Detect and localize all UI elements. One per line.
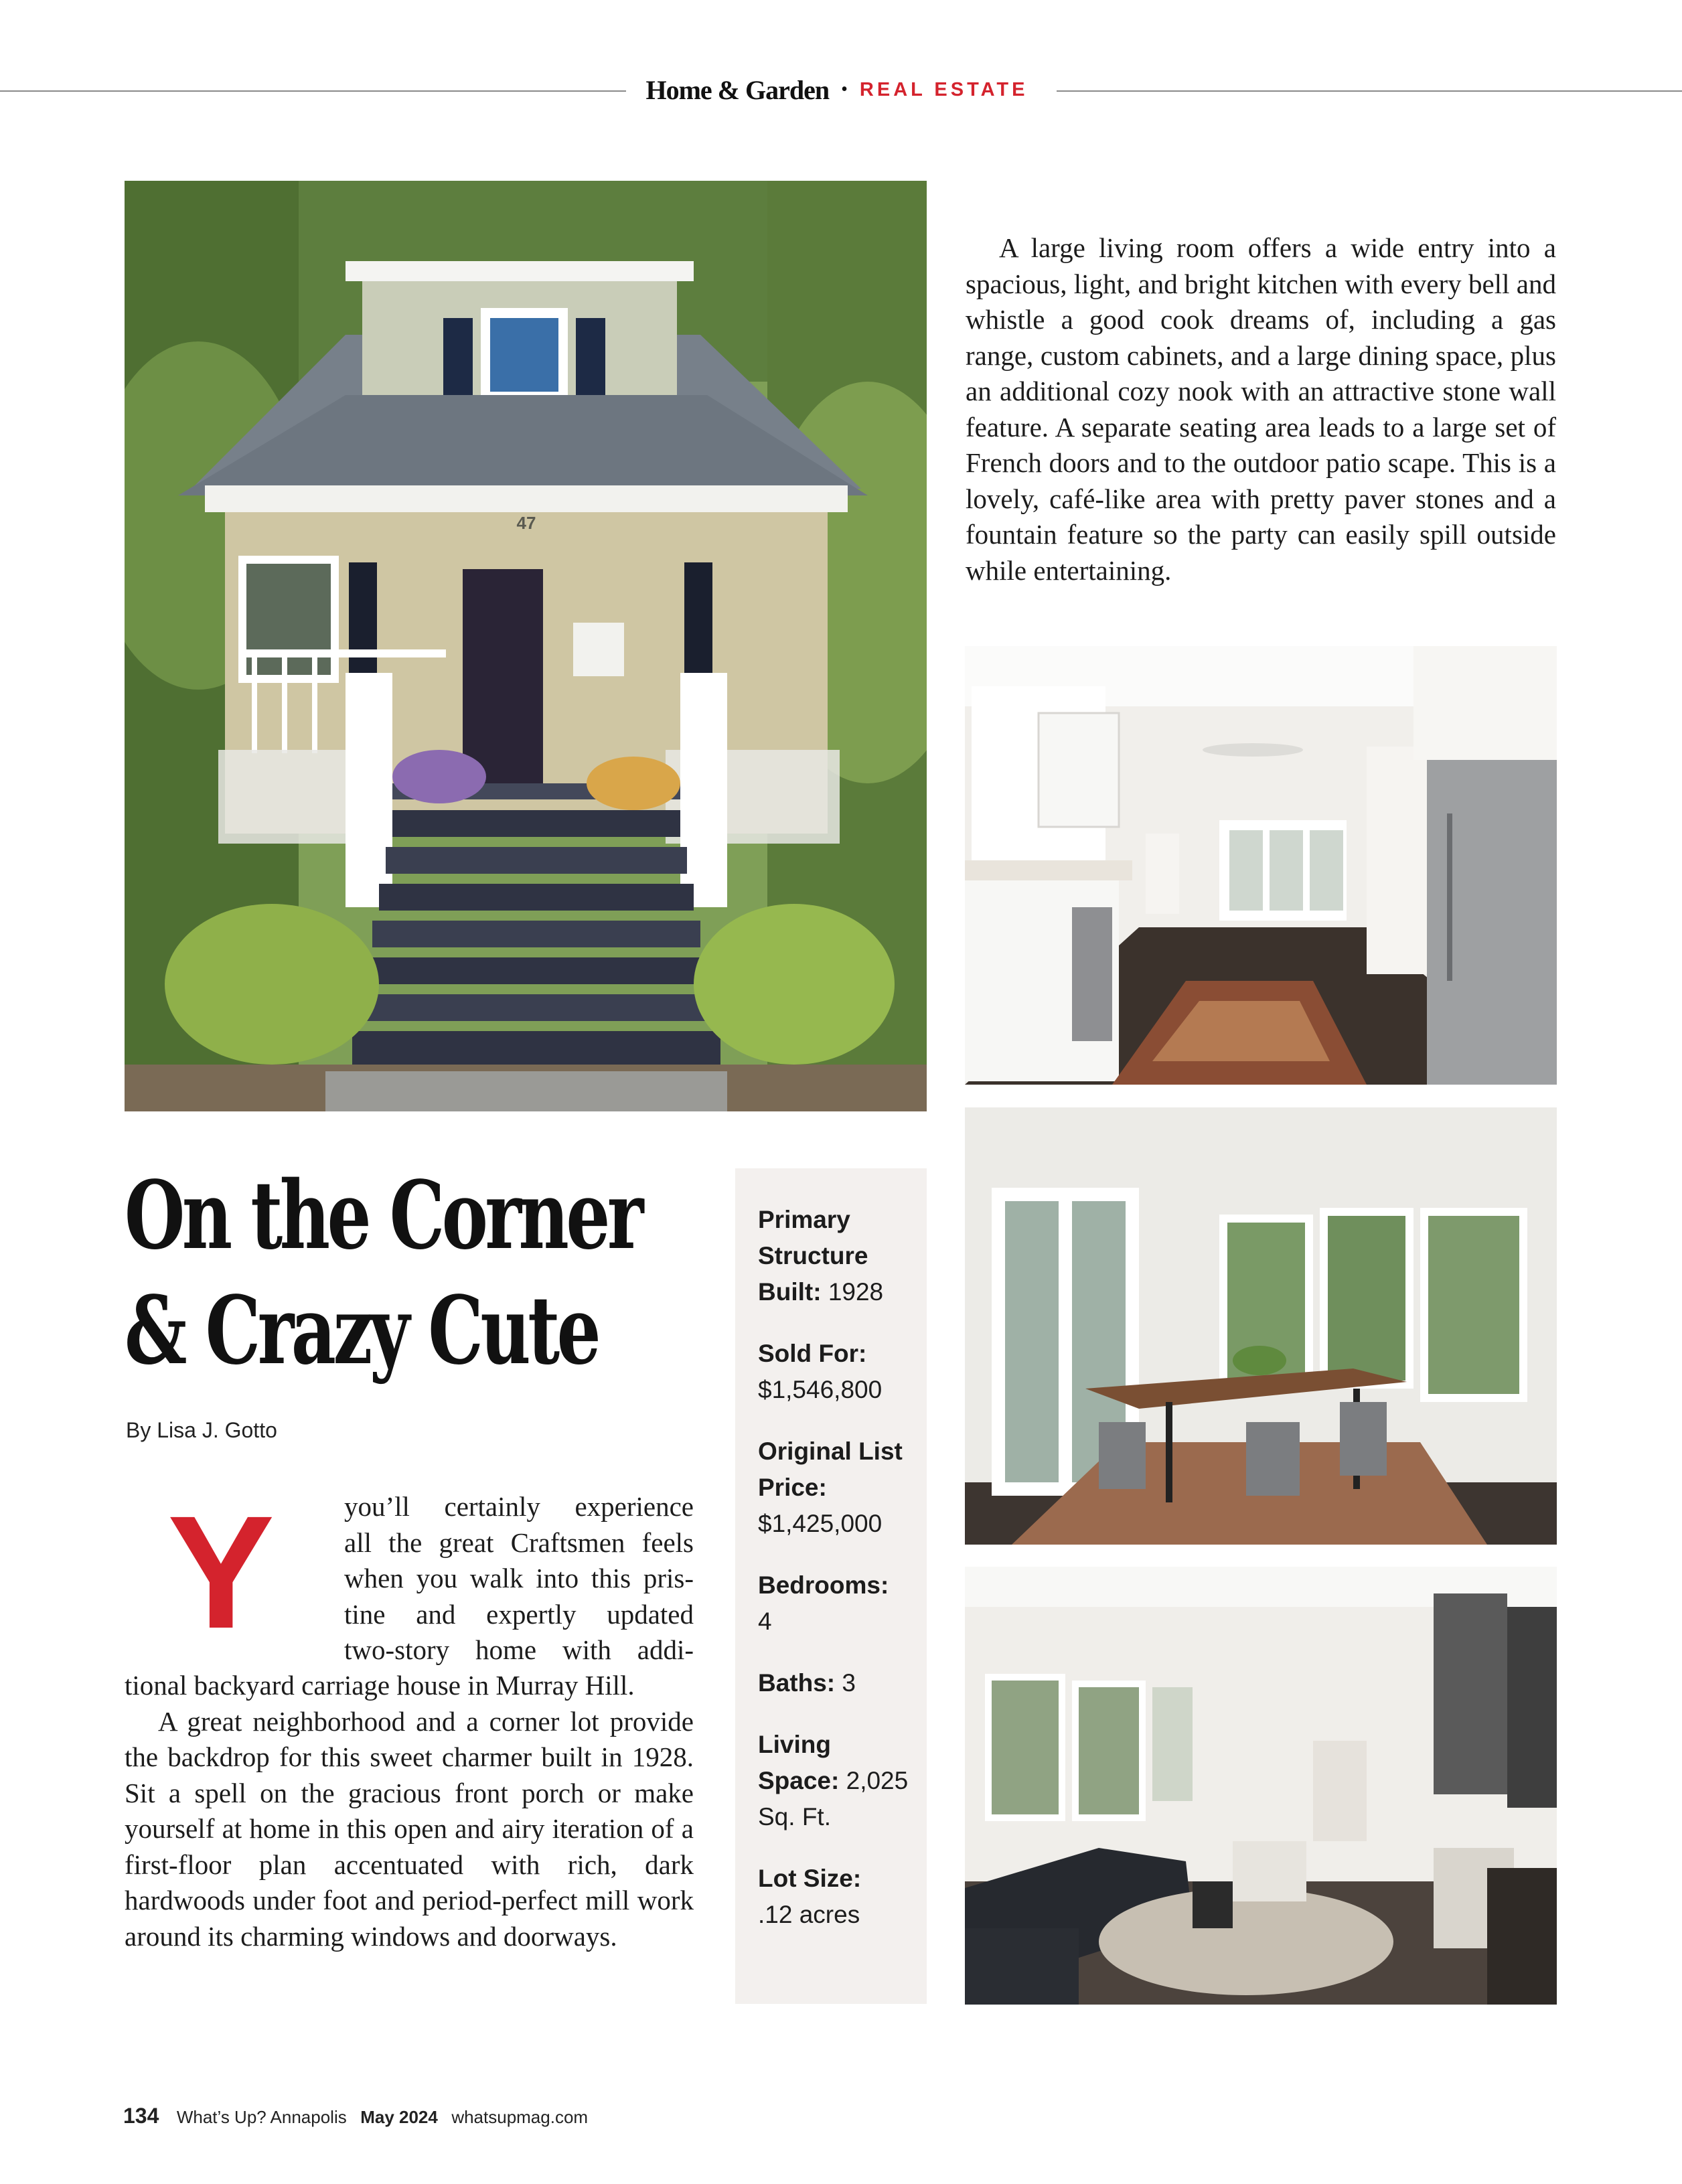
intro-continuation [125,1668,694,1954]
intro-tail: tional backyard carriage house in Murray Hill. [125,1670,635,1701]
page-footer [123,2104,588,2128]
living-room-photo [965,1567,1557,2005]
page-number: 134 [123,2104,159,2128]
fact-baths-label: Baths: [758,1669,836,1697]
headline-line-2: & Crazy Cute [125,1276,599,1386]
fact-bedrooms-value: 4 [758,1608,772,1635]
property-facts [758,1202,919,1958]
fact-built-value: 1928 [828,1278,884,1306]
header-separator: • [841,79,848,100]
intro-line-4: tine and expertly updated [344,1598,694,1630]
publication-name: What’s Up? Annapolis [176,2107,347,2127]
intro-line-5: two-story home with addi- [344,1634,694,1665]
section-header [623,70,1051,110]
fact-sold-for-value: $1,546,800 [758,1376,883,1403]
fact-baths-value: 3 [842,1669,856,1697]
fact-list-price-label: Original List Price: [758,1437,903,1501]
fact-list-price-value: $1,425,000 [758,1510,883,1537]
header-rule-right [1057,90,1682,92]
fact-sold-for [758,1336,919,1408]
fact-sold-for-label: Sold For: [758,1340,867,1367]
intro-line-3: when you walk into this pris- [344,1563,694,1593]
header-rule-left [0,90,626,92]
website-link[interactable]: whatsupmag.com [451,2107,589,2127]
article-headline [125,1158,641,1389]
paragraph-kitchen-text: A large living room offers a wide entry into a spacious, light, and bright kitchen with every bell and whistle a good cook dreams of, including a gas range, custom cabinets, and a large dining space, plus an additional cozy nook with an attractive stone wall feature. A separate seating area leads to a large set of French doors and to the outdoor patio scape. This is a lovely, café-like area with pretty paver stones and a fountain feature so the party can easily spill outside while entertaining. [966,232,1556,586]
intro-line-2: all the great Craftsmen feels [344,1527,694,1558]
fact-built [758,1202,919,1310]
intro-line-1: you’ll certainly experience [344,1491,694,1522]
fact-bedrooms [758,1567,919,1640]
fact-baths [758,1665,919,1701]
fact-living-space [758,1727,919,1835]
fact-bedrooms-label: Bedrooms: [758,1571,889,1599]
article-paragraph-kitchen [966,230,1556,589]
intro-narrow-column [344,1489,694,1668]
fact-built-label: Primary Structure Built: [758,1206,868,1306]
house-exterior-photo [125,181,927,1111]
fact-lot-size [758,1861,919,1933]
fact-list-price [758,1433,919,1542]
drop-cap: Y [167,1482,275,1662]
section-brand: Home & Garden [645,74,830,105]
issue-date: May 2024 [360,2107,438,2127]
fact-lot-size-label: Lot Size: [758,1865,862,1892]
section-category: REAL ESTATE [859,78,1028,100]
fact-lot-size-value: .12 acres [758,1901,860,1928]
fact-living-space-value: 2,025 Sq. Ft. [758,1767,909,1830]
headline-line-1: On the Corner [125,1161,641,1271]
dining-room-photo [965,1107,1557,1545]
kitchen-photo [965,646,1557,1085]
house-number: 47 [516,513,536,533]
byline: By Lisa J. Gotto [126,1418,277,1442]
fact-living-space-label: Living Space: [758,1731,840,1794]
paragraph-neighborhood: A great neighborhood and a corner lot provide the backdrop for this sweet charmer built in 1928. Sit a spell on the gracious front porch or make yourself at home in this open and airy iteration of a first-floor plan accentuated with rich, dark hardwoods under foot and period-perfect mill work around its charming windows and doorways. [125,1705,694,1952]
